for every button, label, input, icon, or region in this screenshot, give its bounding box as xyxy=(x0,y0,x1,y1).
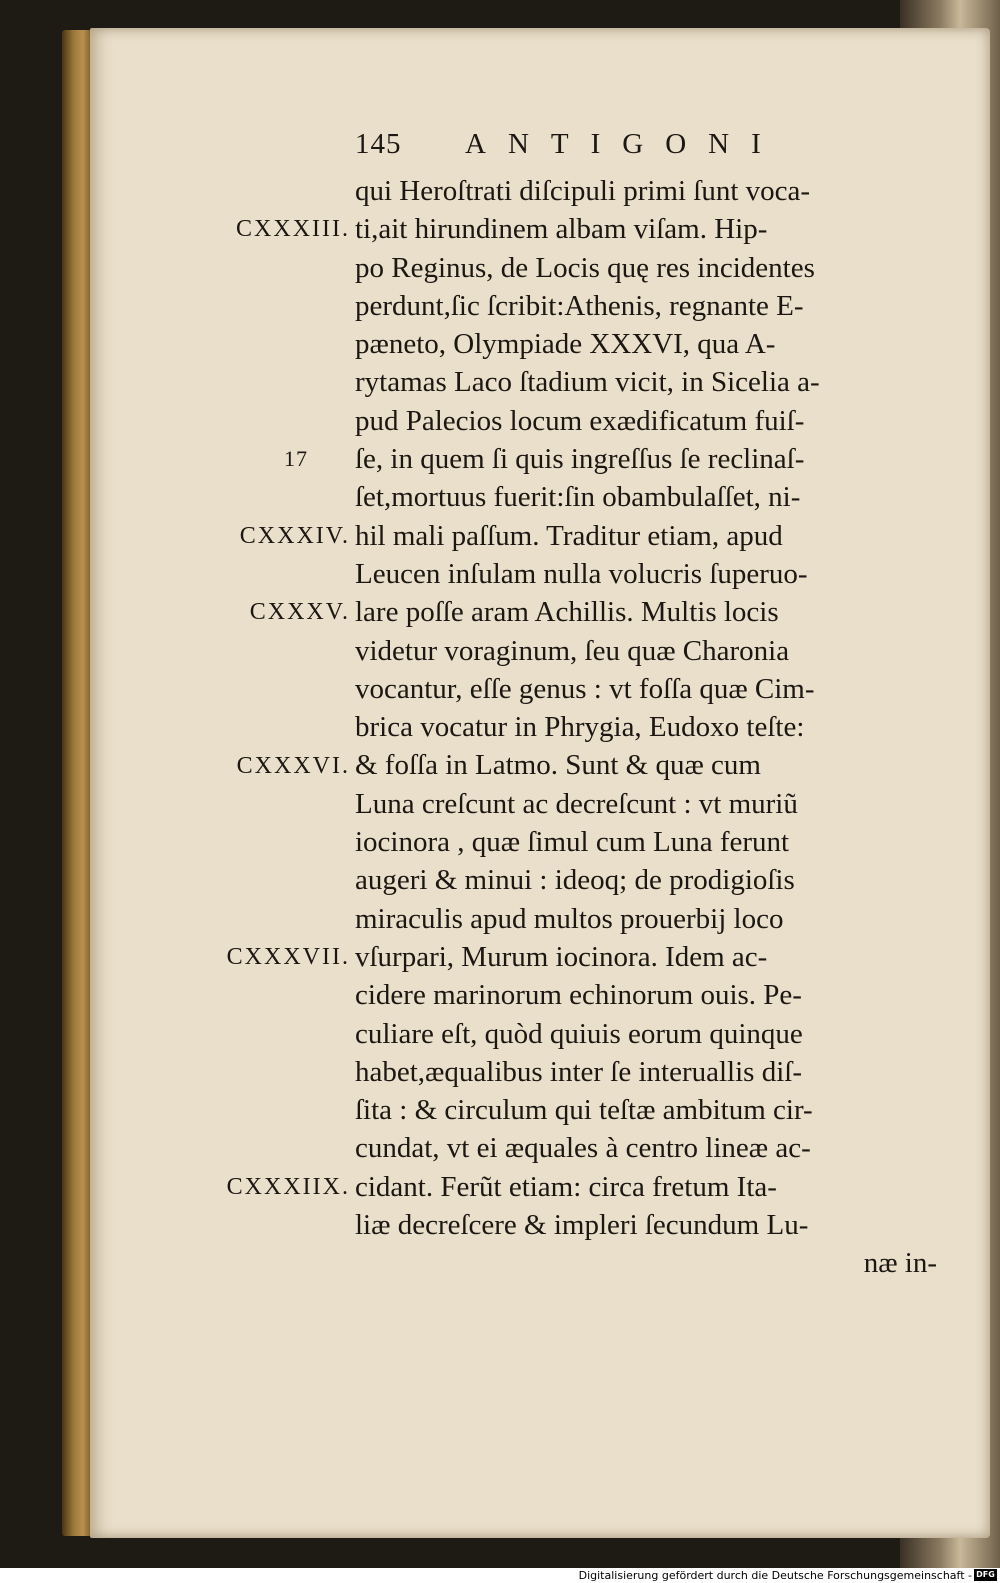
text-line: brica vocatur in Phrygia, Eudoxo teſte: xyxy=(355,711,805,744)
text-line: ſet,mortuus fuerit:ſin obambulaſſet, ni- xyxy=(355,481,801,514)
page-number: 145 xyxy=(355,128,402,160)
text-line: pæneto, Olympiade XXXVI, qua A- xyxy=(355,328,776,361)
text-line: vſurpari, Murum iocinora. Idem ac- xyxy=(355,940,768,973)
text-line: cidere marinorum echinorum ouis. Pe- xyxy=(355,979,802,1012)
text-line: vocantur, eſſe genus : vt foſſa quæ Cim- xyxy=(355,672,815,705)
text-line: hil mali paſſum. Traditur etiam, apud xyxy=(355,519,783,552)
running-title: ANTIGONI xyxy=(465,128,783,160)
margin-note: CXXXVII. xyxy=(226,944,350,970)
text-line: ſe, in quem ſi quis ingreſſus ſe reclinaſ- xyxy=(355,443,805,476)
catchword: næ in- xyxy=(863,1247,937,1280)
text-line: qui Heroſtrati diſcipuli primi ſunt voca- xyxy=(355,175,811,207)
margin-note: CXXXVI. xyxy=(236,752,350,779)
text-line: videtur voraginum, ſeu quæ Charonia xyxy=(355,634,790,667)
text-line: cidant. Ferũt etiam: circa fretum Ita- xyxy=(355,1170,777,1203)
text-line: rytamas Laco ſtadium vicit, in Sicelia a- xyxy=(355,366,820,399)
text-line: liæ decreſcere & impleri ſecundum Lu- xyxy=(355,1209,809,1242)
text-line: lare poſſe aram Achillis. Multis locis xyxy=(355,596,779,629)
text-line: pud Palecios locum exædificatum fuiſ- xyxy=(355,404,805,437)
margin-note: CXXXV. xyxy=(249,599,350,626)
text-line: culiare eſt, quòd quiuis eorum quinque xyxy=(355,1017,803,1050)
text-line: cundat, vt ei æquales à centro lineæ ac- xyxy=(355,1132,811,1165)
margin-note: CXXXIIX. xyxy=(226,1173,350,1200)
text-line: perdunt,ſic ſcribit:Athenis, regnante E- xyxy=(355,289,804,322)
text-line: Leucen inſulam nulla volucris ſuperuo- xyxy=(355,557,808,590)
book-cover-edge xyxy=(62,30,92,1536)
margin-note: CXXXIII. xyxy=(236,216,350,243)
text-line: po Reginus, de Locis quę res incidentes xyxy=(355,251,815,284)
text-line: augeri & minui : ideoq; de prodigioſis xyxy=(355,864,795,897)
margin-note: CXXXIV. xyxy=(239,522,350,549)
text-line: Luna creſcunt ac decreſcunt : vt muriũ xyxy=(355,787,798,820)
page-header xyxy=(355,128,855,168)
text-line: & foſſa in Latmo. Sunt & quæ cum xyxy=(355,749,761,782)
text-line: miraculis apud multos prouerbij loco xyxy=(355,902,784,935)
text-block xyxy=(355,172,945,1283)
text-line: habet,æqualibus inter ſe interuallis diſ- xyxy=(355,1055,802,1088)
digitization-footer xyxy=(0,1568,1000,1583)
dfg-logo: DFG xyxy=(974,1569,997,1581)
footer-credit: Digitalisierung gefördert durch die Deutsche Forschungsgemeinschaft - xyxy=(578,1569,972,1582)
margin-note: 17 xyxy=(284,446,308,472)
text-line: iocinora , quæ ſimul cum Luna ferunt xyxy=(355,826,790,859)
text-line: ti,ait hirundinem albam viſam. Hip- xyxy=(355,213,768,246)
text-line: ſita : & circulum qui teſtæ ambitum cir- xyxy=(355,1094,813,1127)
